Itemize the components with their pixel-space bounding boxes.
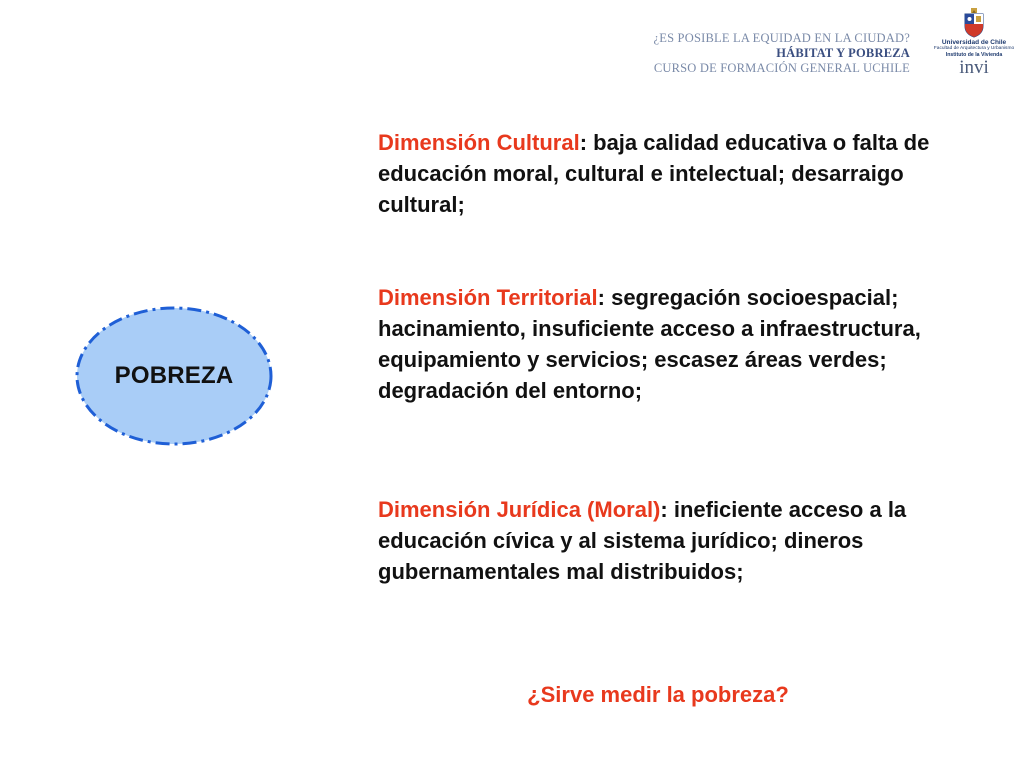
- logo-institute-name: Instituto de la Vivienda: [945, 52, 1003, 58]
- dimension-cultural-title: Dimensión Cultural: [378, 130, 580, 155]
- header-line-1: ¿ES POSIBLE LA EQUIDAD EN LA CIUDAD?: [653, 31, 910, 45]
- dimension-juridica: [378, 494, 958, 587]
- logo-university-name: Universidad de Chile: [941, 39, 1007, 46]
- institution-logo: [926, 8, 1022, 88]
- header-title-block: [654, 31, 911, 76]
- header-line-2: HÁBITAT Y POBREZA: [776, 46, 910, 60]
- header-line-3: CURSO DE FORMACIÓN GENERAL UCHILE: [653, 61, 910, 75]
- dimension-territorial: [378, 282, 958, 406]
- university-seal-icon: [963, 8, 985, 38]
- logo-faculty-name: Facultad de Arquitectura y Urbanismo: [933, 46, 1015, 51]
- logo-brand-text: invi: [959, 57, 989, 78]
- dimension-cultural: [378, 127, 958, 220]
- closing-question: ¿Sirve medir la pobreza?: [527, 682, 789, 707]
- dimension-juridica-title: Dimensión Jurídica (Moral): [378, 497, 661, 522]
- dimension-territorial-title: Dimensión Territorial: [378, 285, 598, 310]
- pobreza-label: POBREZA: [114, 362, 234, 389]
- dimension-juridica-text: : ineficiente acceso a la educación cívica y al sistema jurídico; dineros gubernamentales mal distribuidos;: [378, 497, 907, 584]
- dimension-territorial-text: : segregación socioespacial; hacinamiento, insuficiente acceso a infraestructura, equipamiento y servicios; escasez áreas verdes; degradación del entorno;: [378, 285, 921, 403]
- dimension-cultural-text: : baja calidad educativa o falta de educación moral, cultural e intelectual; desarraigo cultural;: [378, 130, 930, 217]
